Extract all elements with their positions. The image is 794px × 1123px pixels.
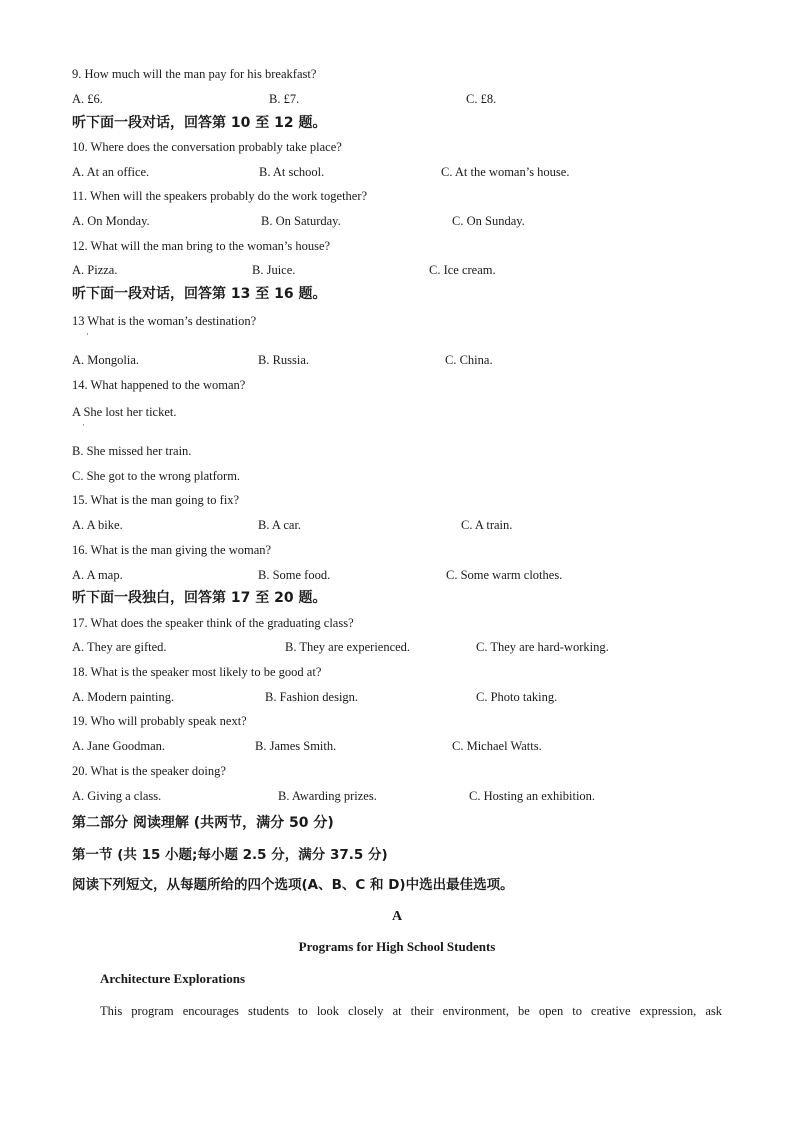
part-two-heading: 第二部分 阅读理解 (共两节，满分 50 分) [72,815,334,831]
q19-option-b: B. James Smith. [255,739,337,753]
q13-option-a: A. Mongolia. [72,353,140,367]
q17-stem: 17. What does the speaker think of the graduating class? [72,616,354,630]
q9-option-c: C. £8. [466,92,497,106]
q20-option-b: B. Awarding prizes. [278,789,377,803]
q17-option-a: A. They are gifted. [72,640,167,654]
q20-option-c: C. Hosting an exhibition. [469,789,596,803]
q15-option-b: B. A car. [258,518,302,532]
q14-option-c: C. She got to the wrong platform. [72,469,241,483]
q16-option-a: A. A map. [72,568,123,582]
q9-option-b: B. £7. [269,92,300,106]
q18-stem: 18. What is the speaker most likely to be good at? [72,665,322,679]
q10-stem: 10. Where does the conversation probably take place? [72,140,342,154]
stray-dot: · [82,420,85,430]
q13-option-c: C. China. [445,353,493,367]
q14-option-b: B. She missed her train. [72,444,192,458]
q11-option-b: B. On Saturday. [261,214,341,228]
q18-option-c: C. Photo taking. [476,690,558,704]
q19-option-c: C. Michael Watts. [452,739,542,753]
q13-stem: 13 What is the woman’s destination? [72,314,257,328]
q17-option-c: C. They are hard-working. [476,640,609,654]
q16-stem: 16. What is the man giving the woman? [72,543,272,557]
q12-stem: 12. What will the man bring to the woman’s house? [72,239,331,253]
heading-q13-16: 听下面一段对话，回答第 13 至 16 题。 [72,286,327,302]
q11-option-a: A. On Monday. [72,214,150,228]
q12-option-b: B. Juice. [252,263,296,277]
program-subtitle: Architecture Explorations [100,971,246,986]
q11-stem: 11. When will the speakers probably do the work together? [72,189,368,203]
q20-option-a: A. Giving a class. [72,789,162,803]
q10-option-b: B. At school. [259,165,325,179]
heading-q10-12: 听下面一段对话，回答第 10 至 12 题。 [72,115,327,131]
q18-option-a: A. Modern painting. [72,690,175,704]
q19-option-a: A. Jane Goodman. [72,739,166,753]
q11-option-c: C. On Sunday. [452,214,525,228]
q14-option-a: A She lost her ticket. [72,405,177,419]
q13-option-b: B. Russia. [258,353,310,367]
q17-option-b: B. They are experienced. [285,640,411,654]
q9-stem: 9. How much will the man pay for his breakfast? [72,67,317,81]
q10-option-c: C. At the woman’s house. [441,165,570,179]
q18-option-b: B. Fashion design. [265,690,359,704]
q15-option-a: A. A bike. [72,518,123,532]
q16-option-b: B. Some food. [258,568,331,582]
heading-q17-20: 听下面一段独白，回答第 17 至 20 题。 [72,590,327,606]
q12-option-a: A. Pizza. [72,263,118,277]
q15-option-c: C. A train. [461,518,513,532]
q16-option-c: C. Some warm clothes. [446,568,563,582]
section-one-heading: 第一节 (共 15 小题;每小题 2.5 分，满分 37.5 分) [72,847,388,863]
q9-option-a: A. £6. [72,92,103,106]
passage-paragraph: This program encourages students to look closely at their environment, be open to creative expression, ask [100,1004,722,1018]
q15-stem: 15. What is the man going to fix? [72,493,240,507]
reading-instructions: 阅读下列短文，从每题所给的四个选项(A、B、C 和 D)中选出最佳选项。 [72,877,514,893]
stray-dot: · [86,329,89,339]
q12-option-c: C. Ice cream. [429,263,496,277]
q14-stem: 14. What happened to the woman? [72,378,246,392]
q20-stem: 20. What is the speaker doing? [72,764,226,778]
passage-letter: A [391,909,403,924]
q19-stem: 19. Who will probably speak next? [72,714,247,728]
passage-title: Programs for High School Students [298,939,496,954]
q10-option-a: A. At an office. [72,165,150,179]
